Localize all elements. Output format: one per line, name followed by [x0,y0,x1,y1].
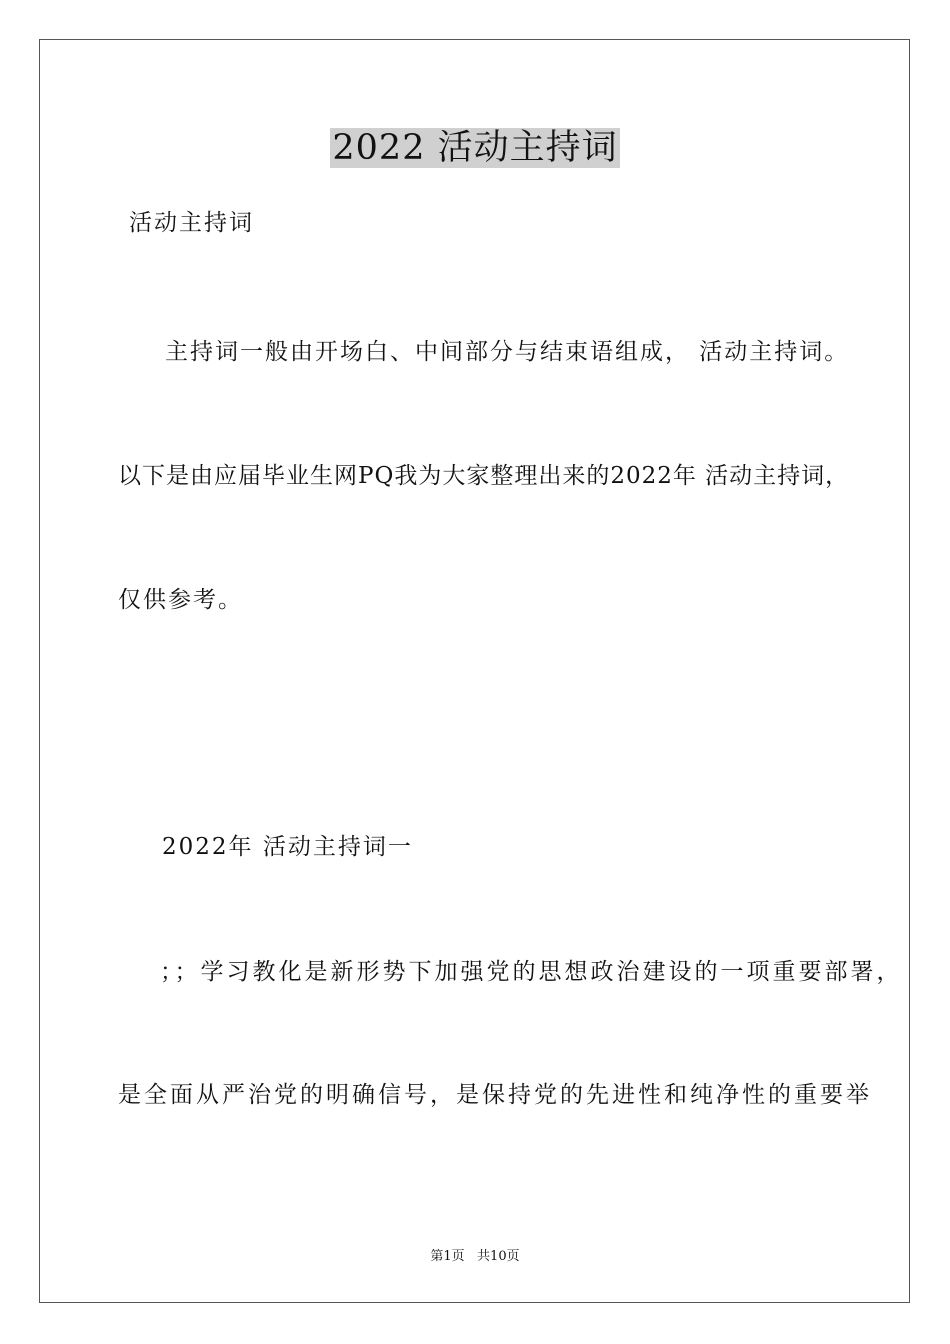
paragraph-line-2: 以下是由应届毕业生网PQ我为大家整理出来的2022年 活动主持词， [118,463,850,489]
paragraph-line-1: 主持词一般由开场白、中间部分与结束语组成， 活动主持词。 [165,339,850,365]
document-subtitle: 活动主持词 [129,210,254,236]
document-title-text: 2022 活动主持词 [332,128,618,168]
document-title [0,126,950,170]
section-heading: 2022年 活动主持词一 [162,834,413,860]
paragraph-line-4: ；；学习教化是新形势下加强党的思想政治建设的一项重要部署， [160,959,903,985]
paragraph-line-5: 是全面从严治党的明确信号，是保持党的先进性和纯净性的重要举 [118,1082,872,1108]
paragraph-line-3: 仅供参考。 [118,587,243,613]
page-number: 第1页 共10页 [430,1249,520,1264]
